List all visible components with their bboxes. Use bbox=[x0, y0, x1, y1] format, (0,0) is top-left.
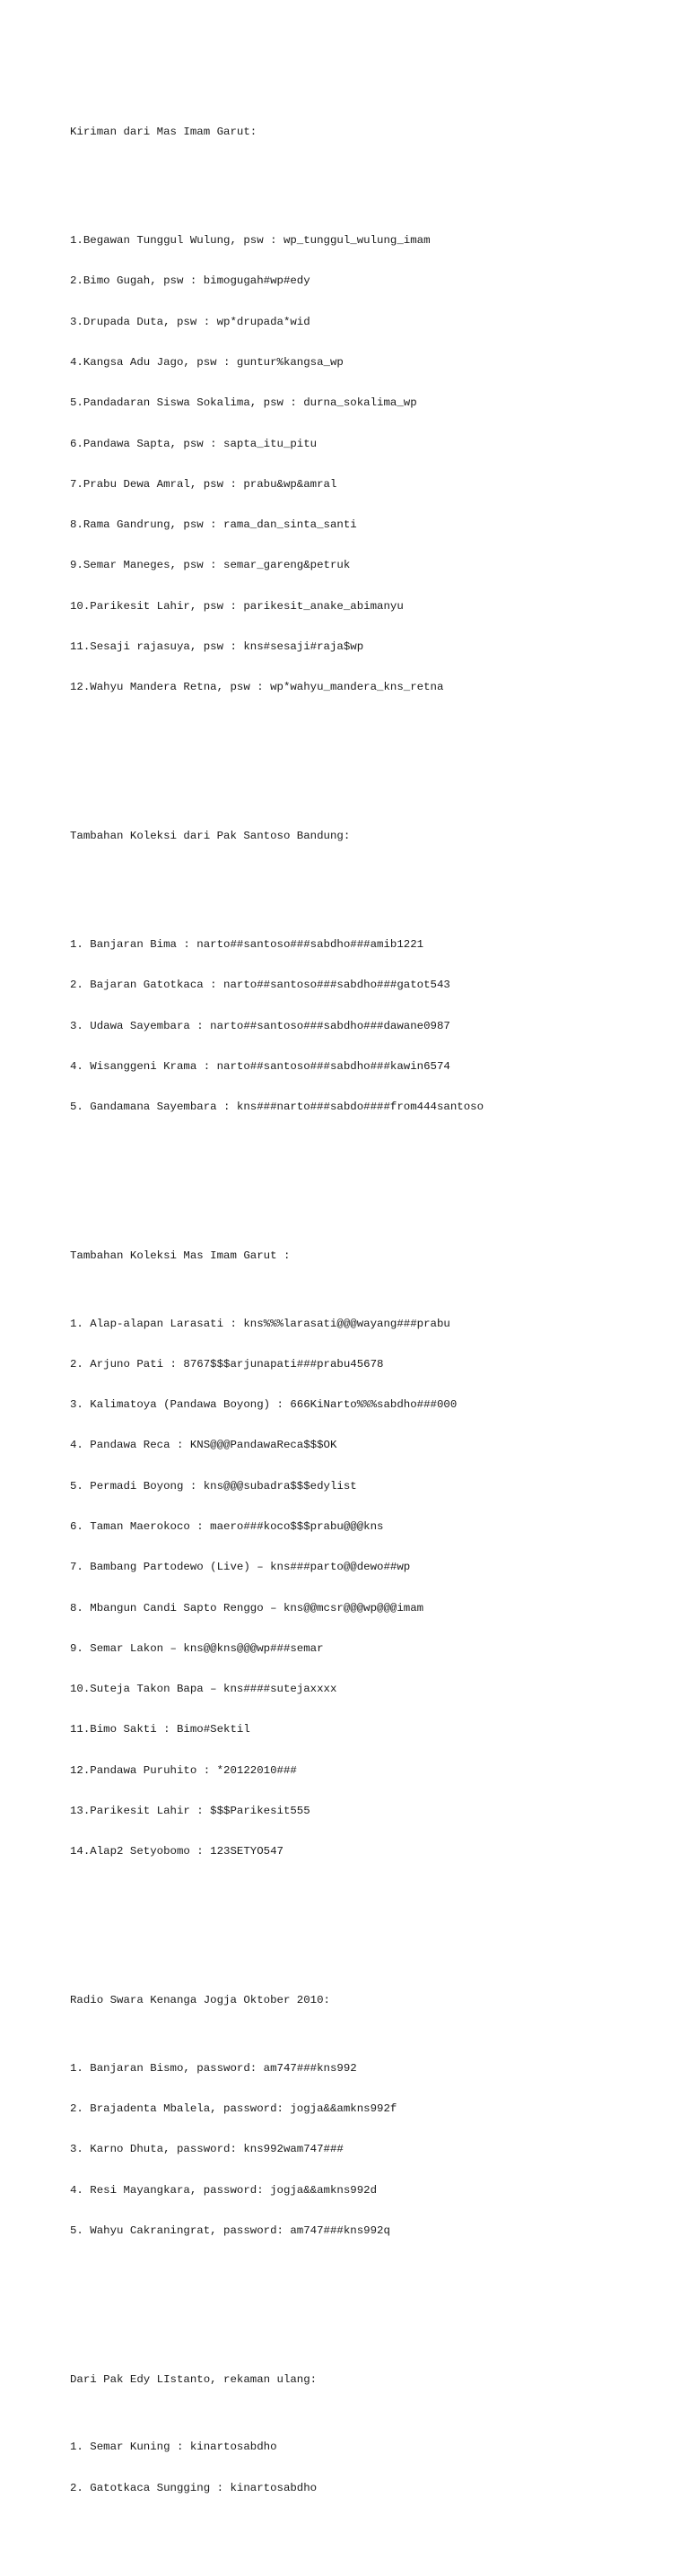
list-item: 5. Permadi Boyong : kns@@@subadra$$$edylist bbox=[70, 1479, 357, 1493]
list-item: 4. Pandawa Reca : KNS@@@PandawaReca$$$OK bbox=[70, 1439, 337, 1452]
section-title: Kiriman dari Mas Imam Garut: bbox=[70, 126, 257, 139]
list-item: 11.Sesaji rajasuya, psw : kns#sesaji#raja$wp bbox=[70, 640, 364, 653]
section-title: Tambahan Koleksi Mas Imam Garut : bbox=[70, 1249, 291, 1263]
list-item: 3. Udawa Sayembara : narto##santoso###sabdho###dawane0987 bbox=[70, 1019, 450, 1032]
entry-list bbox=[70, 2414, 671, 2522]
list-item: 6. Taman Maerokoco : maero###koco$$$prabu@@@kns bbox=[70, 1520, 384, 1534]
list-item: 10.Parikesit Lahir, psw : parikesit_anake_abimanyu bbox=[70, 599, 404, 613]
section-santoso-bandung bbox=[70, 803, 671, 1169]
section-title: Tambahan Koleksi dari Pak Santoso Bandung: bbox=[70, 830, 351, 843]
blank-line bbox=[70, 167, 671, 180]
section-imam-garut-tambahan bbox=[70, 1223, 671, 1913]
list-item: 8.Rama Gandrung, psw : rama_dan_sinta_santi bbox=[70, 518, 357, 532]
list-item: 1. Banjaran Bismo, password: am747###kns992 bbox=[70, 2061, 357, 2075]
list-item: 3. Kalimatoya (Pandawa Boyong) : 666KiNarto%%%sabdho###000 bbox=[70, 1398, 458, 1412]
list-item: 9. Semar Lakon – kns@@kns@@@wp###semar bbox=[70, 1641, 324, 1655]
blank-line bbox=[70, 871, 671, 884]
list-item: 12.Wahyu Mandera Retna, psw : wp*wahyu_mandera_kns_retna bbox=[70, 681, 444, 694]
list-item: 1. Banjaran Bima : narto##santoso###sabdho###amib1221 bbox=[70, 938, 424, 951]
list-item: 14.Alap2 Setyobomo : 123SETYO547 bbox=[70, 1845, 283, 1858]
list-item: 13.Parikesit Lahir : $$$Parikesit555 bbox=[70, 1805, 310, 1817]
entry-list bbox=[70, 207, 671, 722]
section-edy-listanto bbox=[70, 2346, 671, 2549]
list-item: 7. Bambang Partodewo (Live) – kns###parto@@dewo##wp bbox=[70, 1561, 411, 1574]
section-title: Radio Swara Kenanga Jogja Oktober 2010: bbox=[70, 1994, 330, 2007]
list-item: 2. Arjuno Pati : 8767$$$arjunapati###prabu45678 bbox=[70, 1357, 384, 1371]
list-item: 7.Prabu Dewa Amral, psw : prabu&wp&amral bbox=[70, 477, 337, 491]
entry-list bbox=[70, 2035, 671, 2266]
list-item: 2. Gatotkaca Sungging : kinartosabdho bbox=[70, 2481, 318, 2494]
list-item: 3. Karno Dhuta, password: kns992wam747### bbox=[70, 2143, 344, 2156]
entry-list bbox=[70, 911, 671, 1142]
list-item: 1.Begawan Tunggul Wulung, psw : wp_tunggul_wulung_imam bbox=[70, 234, 431, 248]
list-item: 2. Brajadenta Mbalela, password: jogja&&amkns992f bbox=[70, 2102, 397, 2116]
list-item: 1. Semar Kuning : kinartosabdho bbox=[70, 2441, 277, 2454]
list-item: 4. Wisanggeni Krama : narto##santoso###sabdho###kawin6574 bbox=[70, 1059, 450, 1073]
list-item: 2.Bimo Gugah, psw : bimogugah#wp#edy bbox=[70, 274, 310, 288]
entry-list bbox=[70, 1290, 671, 1885]
list-item: 9.Semar Maneges, psw : semar_gareng&petruk bbox=[70, 559, 351, 572]
list-item: 6.Pandawa Sapta, psw : sapta_itu_pitu bbox=[70, 437, 318, 450]
list-item: 5.Pandadaran Siswa Sokalima, psw : durna_sokalima_wp bbox=[70, 396, 417, 410]
list-item: 11.Bimo Sakti : Bimo#Sektil bbox=[70, 1723, 250, 1736]
list-item: 1. Alap-alapan Larasati : kns%%%larasati@@@wayang###prabu bbox=[70, 1317, 450, 1330]
list-item: 2. Bajaran Gatotkaca : narto##santoso###sabdho###gatot543 bbox=[70, 979, 450, 992]
list-item: 4.Kangsa Adu Jago, psw : guntur%kangsa_wp bbox=[70, 355, 344, 369]
list-item: 4. Resi Mayangkara, password: jogja&&amkns992d bbox=[70, 2183, 378, 2197]
section-radio-swara-kenanga bbox=[70, 1967, 671, 2292]
section-imam-garut bbox=[70, 99, 671, 749]
list-item: 5. Wahyu Cakraningrat, password: am747###kns992q bbox=[70, 2224, 390, 2237]
list-item: 12.Pandawa Puruhito : *20122010### bbox=[70, 1763, 297, 1777]
document-page bbox=[70, 72, 671, 2576]
list-item: 10.Suteja Takon Bapa – kns####sutejaxxxx bbox=[70, 1683, 337, 1696]
list-item: 3.Drupada Duta, psw : wp*drupada*wid bbox=[70, 315, 310, 328]
list-item: 5. Gandamana Sayembara : kns###narto###sabdo####from444santoso bbox=[70, 1101, 484, 1114]
list-item: 8. Mbangun Candi Sapto Renggo – kns@@mcsr@@@wp@@@imam bbox=[70, 1601, 424, 1614]
section-title: Dari Pak Edy LIstanto, rekaman ulang: bbox=[70, 2372, 318, 2386]
